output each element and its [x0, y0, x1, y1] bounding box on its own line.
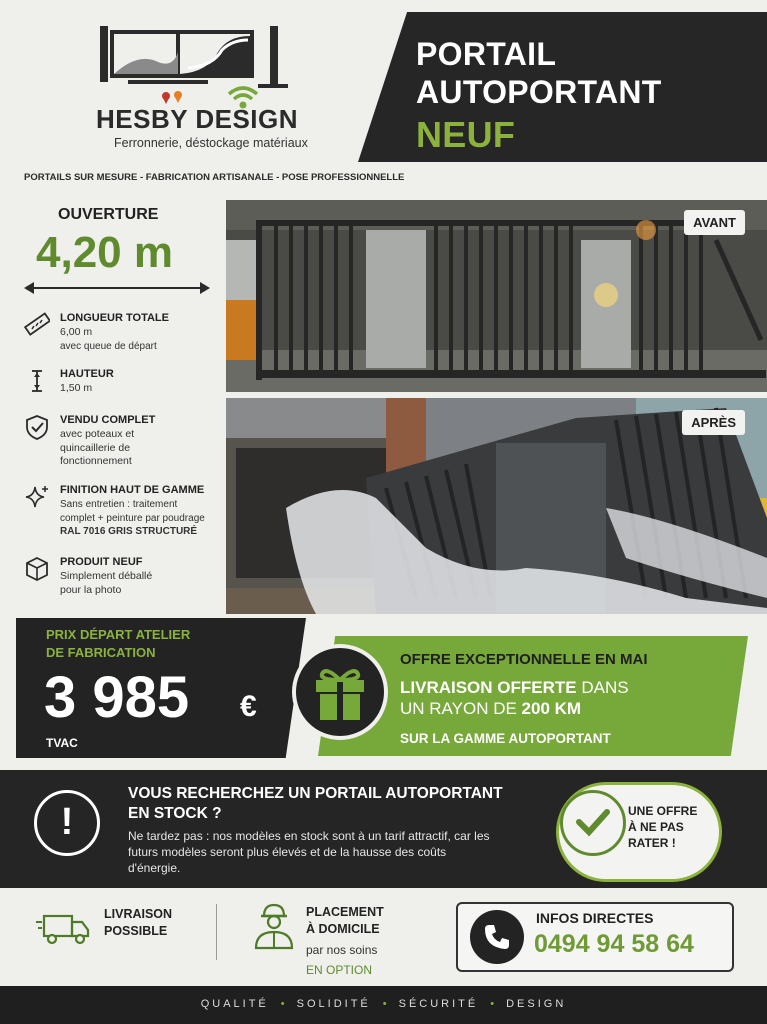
delivery-truck-icon [36, 904, 92, 952]
double-arrow-icon [24, 280, 210, 296]
footer-item-design: DESIGN [506, 998, 567, 1010]
delivery-line-1: LIVRAISON [104, 907, 173, 921]
offer-line-2 [400, 678, 629, 698]
spec-finish-line-1: Sans entretien : traitement [60, 499, 178, 510]
spec-height [24, 368, 220, 400]
exclamation-mark: ! [60, 801, 74, 843]
footer-dot: • [490, 998, 495, 1010]
opening-label: OUVERTURE [58, 206, 159, 223]
photo-before [226, 200, 767, 392]
stock-title-line-1: VOUS RECHERCHEZ UN PORTAIL AUTOPORTANT [128, 785, 503, 802]
price-value: 3 985 [44, 665, 190, 730]
spec-length [24, 312, 220, 356]
footer-item-solidity: SOLIDITÉ [296, 998, 371, 1010]
spec-length-line-2: avec queue de départ [60, 340, 157, 352]
spec-complete-desc [60, 428, 230, 469]
spec-new-line-1: Simplement déballé [60, 570, 153, 582]
exclamation-icon [34, 790, 100, 856]
placement-sub: par nos soins [306, 943, 378, 957]
headline-line-2: AUTOPORTANT [416, 74, 662, 110]
placement-line-2: À DOMICILE [306, 922, 380, 936]
offer-line-1: OFFRE EXCEPTIONNELLE EN MAI [400, 651, 648, 668]
spec-new-desc [60, 570, 230, 597]
placement-option: EN OPTION [306, 963, 373, 977]
stock-title [128, 784, 548, 824]
spec-length-title: LONGUEUR TOTALE [60, 312, 169, 324]
offer-line-2-rest: DANS [576, 678, 629, 697]
services-subtitle: PORTAILS SUR MESURE - FABRICATION ARTISANALE - POSE PROFESSIONNELLE [24, 172, 405, 183]
spec-finish-desc [60, 498, 230, 539]
box-icon [24, 556, 50, 582]
spec-length-line-1: 6,00 m [60, 326, 93, 338]
tag-before: AVANT [684, 210, 745, 235]
shield-check-icon [24, 414, 50, 440]
gift-badge [292, 644, 388, 740]
spec-height-title: HAUTEUR [60, 368, 114, 380]
offer-line-2-bold: LIVRAISON OFFERTE [400, 678, 577, 697]
spec-new-line-2: pour la photo [60, 583, 122, 596]
placement-line-1: PLACEMENT [306, 905, 384, 919]
price-label-line-1: PRIX DÉPART ATELIER [46, 627, 191, 642]
price-currency: € [240, 690, 257, 723]
spec-complete-line-2: quincaillerie de [60, 441, 131, 454]
logo-area [20, 14, 320, 164]
stock-text: Ne tardez pas : nos modèles en stock sont à un tarif attractif, car les futurs modèles seront plus élevés et de la hausse des coûts d'énergie. [128, 829, 490, 875]
pill-line-1: UNE OFFRE [628, 804, 698, 818]
sparkle-icon [24, 484, 50, 510]
spec-height-value: 1,50 m [60, 382, 93, 394]
brand-name: HESBY DESIGN [96, 104, 299, 134]
delivery-label [104, 906, 172, 940]
footer-item-security: SÉCURITÉ [398, 998, 479, 1010]
offer-line-3-bold: 200 KM [521, 699, 582, 718]
footer-values [0, 998, 767, 1010]
tag-after: APRÈS [682, 410, 745, 435]
photo-after [226, 398, 767, 614]
placement-label [306, 904, 384, 938]
contact-label: INFOS DIRECTES [536, 910, 654, 926]
offer-line-3-start: UN RAYON DE [400, 699, 522, 718]
spec-finish-title: FINITION HAUT DE GAMME [60, 484, 205, 496]
spec-length-desc [60, 326, 230, 353]
price-tax: TVAC [46, 736, 78, 750]
opening-value: 4,20 m [36, 228, 173, 277]
phone-badge [470, 910, 524, 964]
spec-complete-line-1: avec poteaux et [60, 428, 135, 440]
pill-line-3: RATER ! [628, 836, 676, 850]
price-label [46, 626, 246, 662]
spec-finish-line-3: RAL 7016 GRIS STRUCTURÉ [60, 526, 198, 537]
offer-line-3 [400, 699, 581, 719]
pill-line-2: À NE PAS [628, 820, 684, 834]
stock-title-line-2: EN STOCK ? [128, 805, 222, 822]
spec-complete-title: VENDU COMPLET [60, 414, 156, 426]
gift-icon [312, 662, 368, 722]
height-arrow-icon [24, 368, 50, 394]
brand-tagline: Ferronnerie, déstockage matériaux [114, 136, 308, 150]
info-divider [216, 904, 217, 960]
headline-line-1: PORTAIL [416, 36, 557, 72]
spec-finish-line-2: complet + peinture par poudrage [60, 512, 205, 524]
ruler-icon [24, 312, 50, 338]
price-label-line-2: DE FABRICATION [46, 645, 156, 660]
check-badge [560, 790, 626, 856]
footer-dot: • [280, 998, 285, 1010]
worker-icon [248, 900, 300, 952]
offer-line-4: SUR LA GAMME AUTOPORTANT [400, 731, 611, 746]
footer-dot: • [382, 998, 387, 1010]
spec-new [24, 556, 220, 600]
headline-line-3: NEUF [416, 114, 516, 155]
spec-finish [24, 484, 220, 544]
offer-pill-text [628, 803, 708, 851]
footer-item-quality: QUALITÉ [200, 998, 269, 1010]
spec-complete-line-3: fonctionnement [60, 455, 132, 467]
spec-complete [24, 414, 220, 474]
phone-icon [483, 923, 511, 951]
spec-new-title: PRODUIT NEUF [60, 556, 143, 568]
check-icon [575, 807, 611, 837]
delivery-line-2: POSSIBLE [104, 924, 168, 938]
gate-logo-icon [98, 22, 288, 92]
contact-phone[interactable]: 0494 94 58 64 [534, 930, 694, 958]
